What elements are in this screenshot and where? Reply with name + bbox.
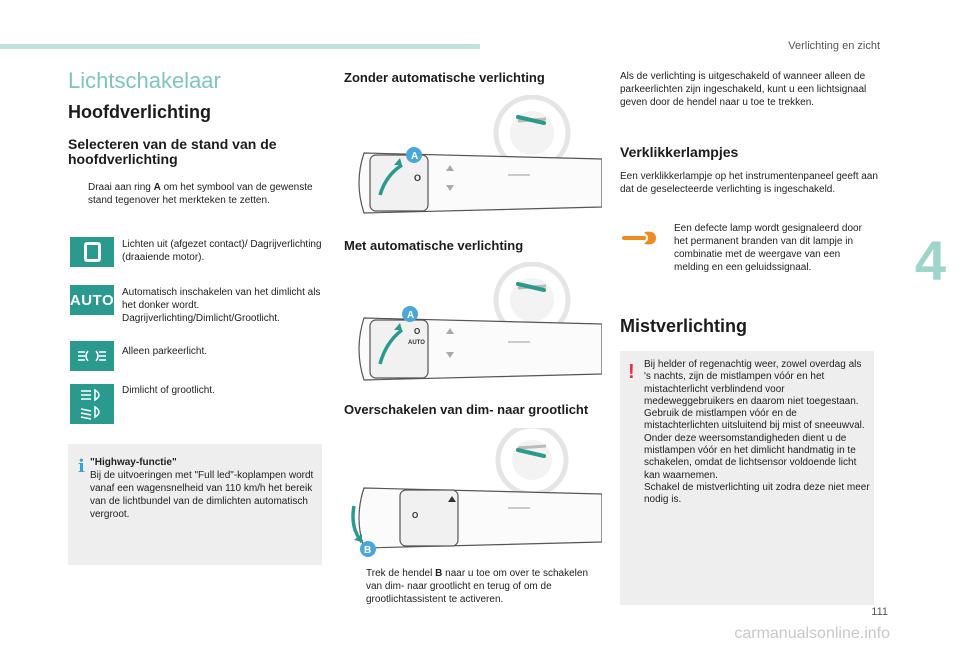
stalk-figure-with-auto — [340, 262, 602, 394]
heading-with-auto: Met automatische verlichting — [344, 238, 524, 253]
svg-text:AUTO: AUTO — [408, 340, 425, 346]
item-text-auto: Automatisch inschakelen van het dimlicht als het donker wordt. Dagrijverlichting/Dimlicht/Grootlicht. — [122, 287, 321, 324]
warning-text: Bij helder of regenachtig weer, zowel overdag als 's nachts, zijn de mistlampen vóór en het mistachterlicht verblindend voor medeweggebruikers en daarom niet toegestaan. Gebruik de mistlampen vóór en de mistachterlichten uitsluitend bij mist of sneeuwval. Onder deze weersomstandigheden dient u de mistlampen vóór en het dimlicht handmatig in te schakelen, omdat de lichtsensor voldoende licht kan waarnemen. Schakel de mistverlichting uit zodra deze niet meer nodig is. — [644, 359, 870, 506]
dipped-main-beam-icon — [70, 384, 114, 424]
indicator-text: Een verklikkerlampje op het instrumentenpaneel geeft aan dat de geselecteerde verlichting is ingeschakeld. — [620, 171, 878, 195]
heading-fog-lights: Mistverlichting — [620, 316, 748, 336]
svg-text:A: A — [407, 310, 415, 321]
defect-text: Een defecte lamp wordt gesignaleerd door het permanent branden van dit lampje in combinatie met de weergave van een melding en een geluidssignaal. — [674, 223, 862, 273]
watermark: carmanualsonline.info — [734, 625, 890, 642]
parking-lights-icon — [70, 341, 114, 371]
heading-dim-to-main: Overschakelen van dim- naar grootlicht — [344, 402, 589, 417]
heading-indicator-lamps: Verklikkerlampjes — [620, 144, 739, 160]
svg-text:B: B — [364, 545, 372, 556]
section-title: Verlichting en zicht — [788, 40, 880, 52]
flash-intro-text: Als de verlichting is uitgeschakeld of wanneer alleen de parkeerlichten zijn ingeschakeld, kunt u een lichtsignaal geven door de hendel naar u toe te trekken. — [620, 71, 867, 108]
instruction-bullet: Draai aan ring A om het symbool van de gewenste stand tegenover het merkteken te zetten. — [88, 182, 313, 206]
info-box — [68, 444, 322, 565]
item-text-off: Lichten uit (afgezet contact)/ Dagrijverlichting (draaiende motor). — [122, 239, 322, 263]
heading-select-position: Selecteren van de stand van de hoofdverlichting — [68, 136, 277, 167]
info-text: "Highway-functie" Bij de uitvoeringen met "Full led"-koplampen wordt vanaf een wagensnelheid van 110 km/h het bereik van de lichtbundel van de dimlichten automatisch vergroot. — [90, 457, 314, 520]
wrench-icon — [622, 230, 658, 251]
header-bar — [0, 44, 480, 49]
svg-text:O: O — [412, 511, 419, 520]
dim-main-bullet: Trek de hendel B naar u toe om over te schakelen van dim- naar grootlicht en terug of om de grootlichtassistent te activeren. — [366, 568, 588, 605]
lights-off-icon — [70, 237, 114, 267]
svg-text:A: A — [411, 151, 419, 162]
warning-icon: ! — [628, 361, 635, 383]
page-number: 111 — [871, 606, 888, 618]
subtitle: Hoofdverlichting — [68, 102, 211, 122]
page-title: Lichtschakelaar — [68, 68, 221, 93]
warning-box — [620, 351, 874, 605]
info-icon: i — [78, 456, 85, 477]
heading-without-auto: Zonder automatische verlichting — [344, 70, 545, 85]
stalk-figure-dim-to-main — [340, 428, 602, 560]
auto-icon: AUTO — [70, 285, 114, 315]
stalk-figure-without-auto — [340, 95, 602, 227]
item-text-dipped: Dimlicht of grootlicht. — [122, 385, 215, 396]
item-text-parking: Alleen parkeerlicht. — [122, 346, 208, 357]
svg-text:O: O — [414, 327, 421, 336]
svg-text:O: O — [414, 173, 422, 183]
chapter-number: 4 — [914, 229, 946, 292]
